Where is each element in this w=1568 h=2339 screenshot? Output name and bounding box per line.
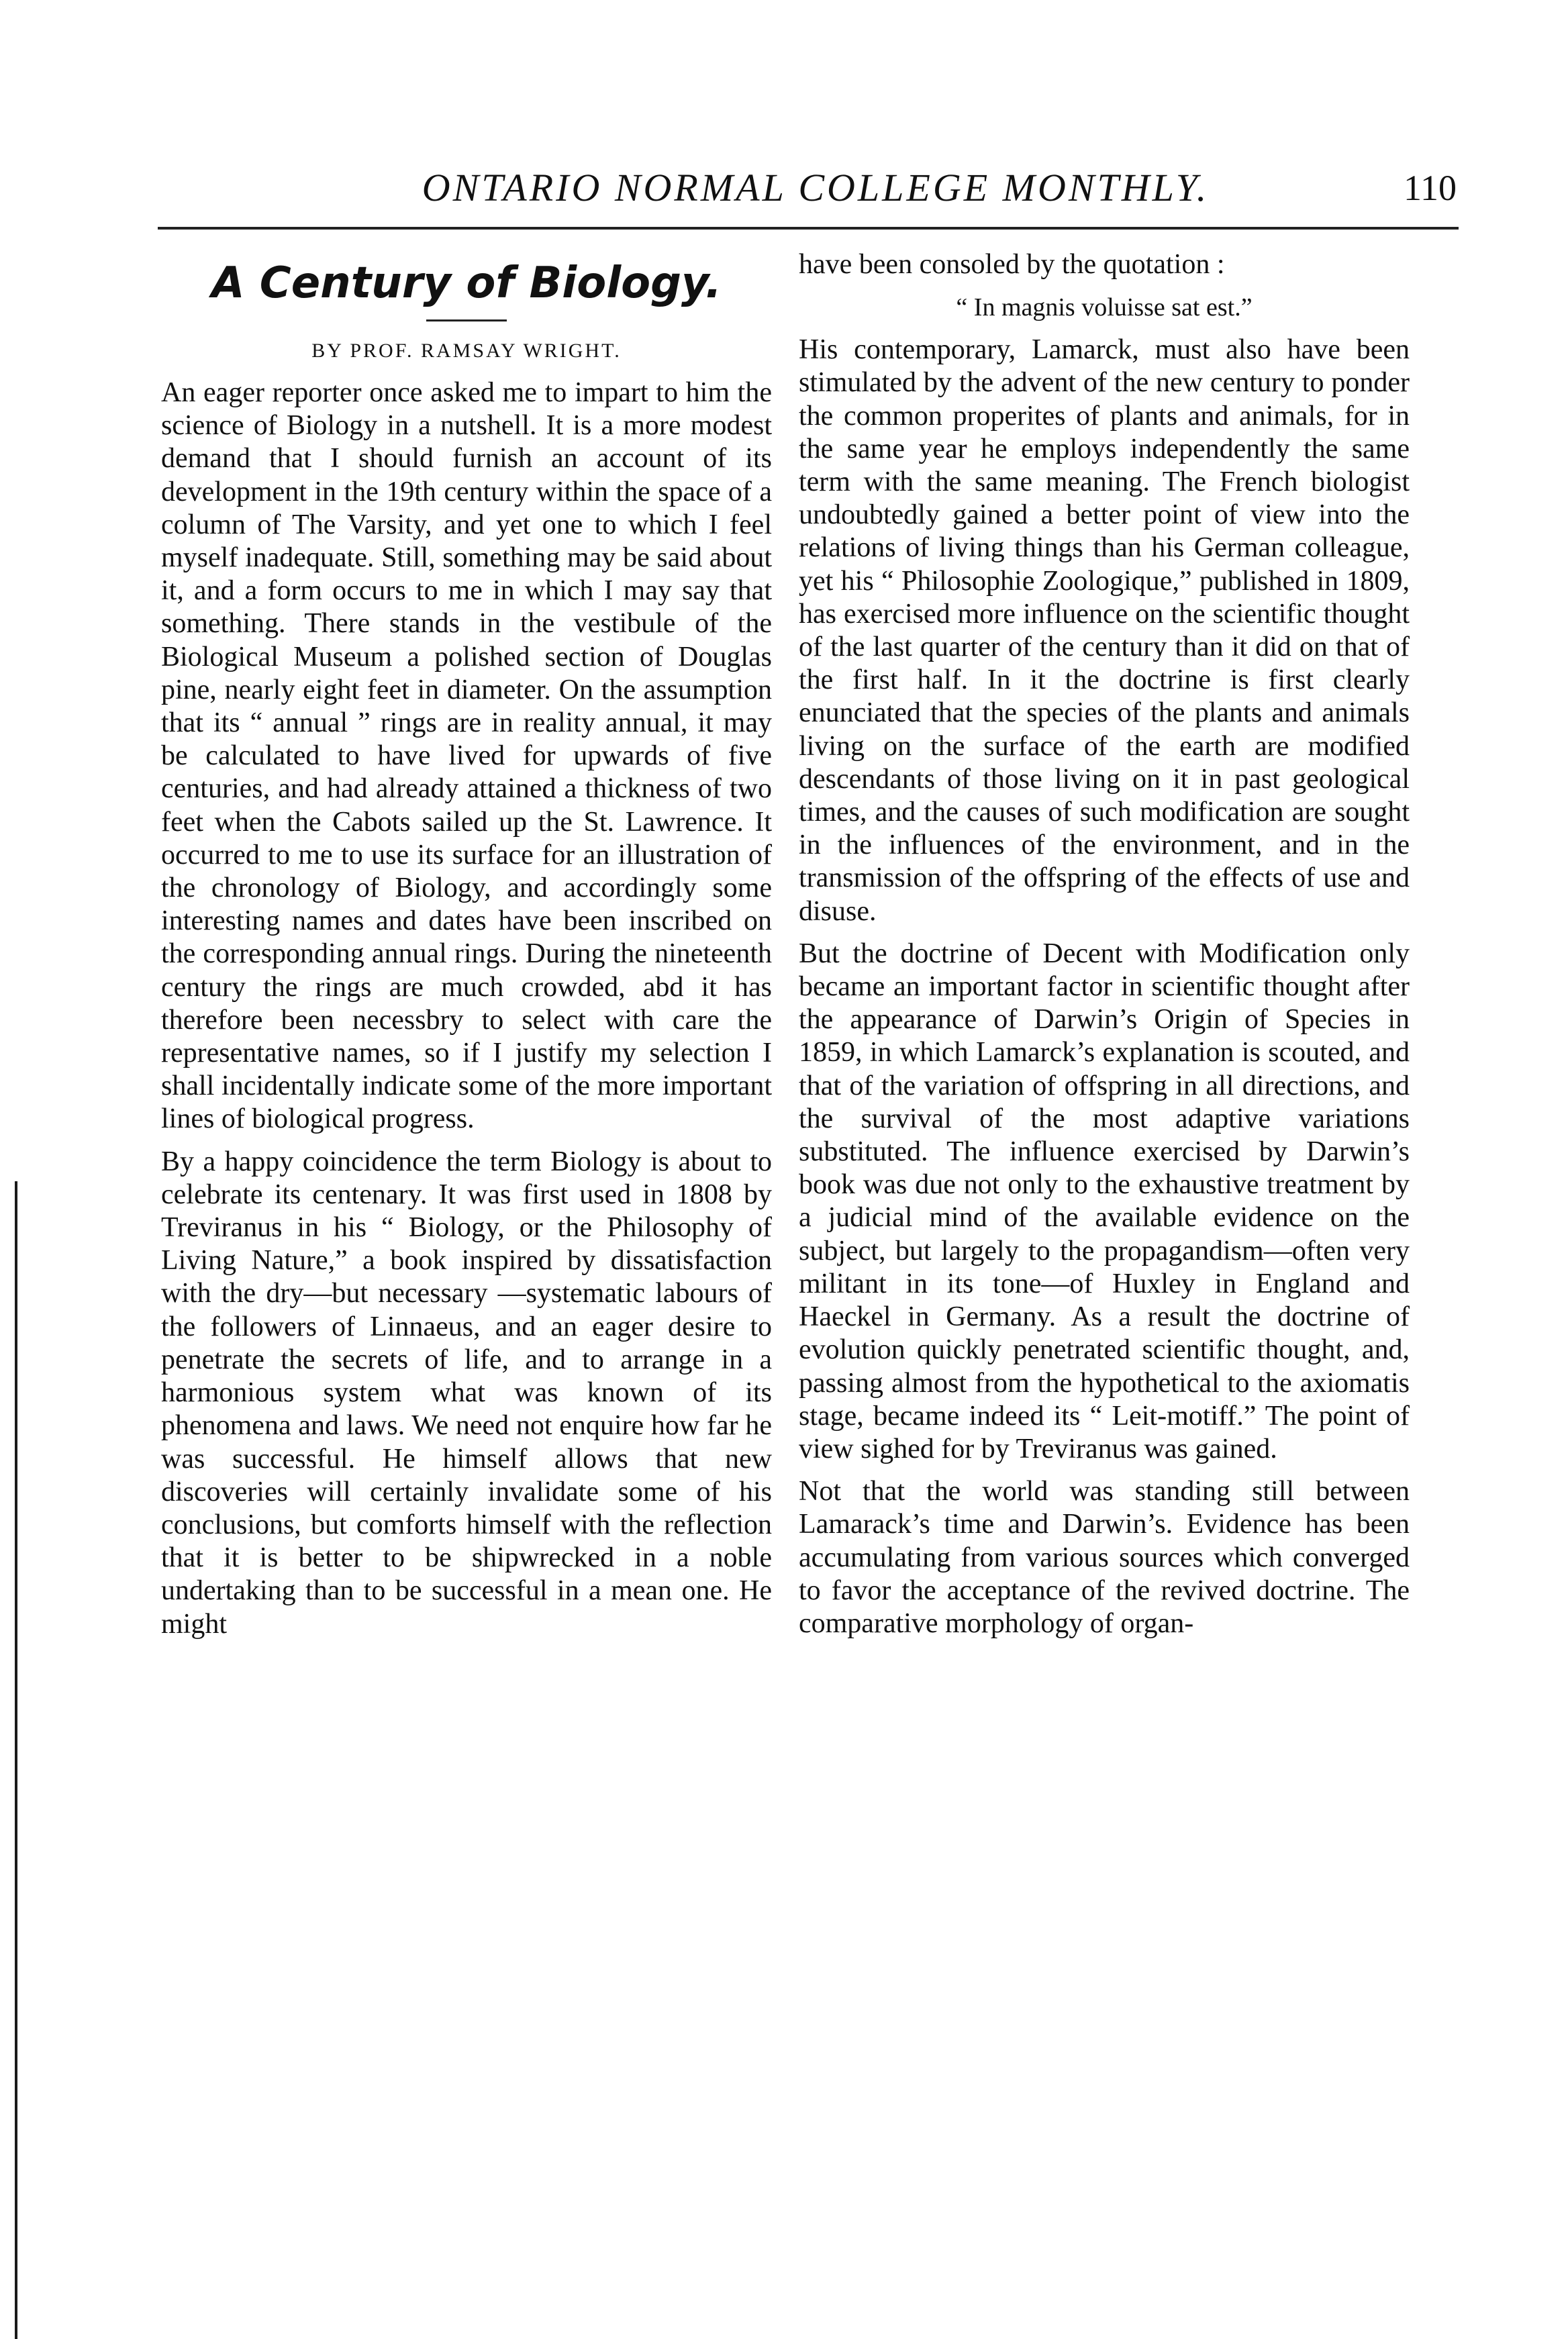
scan-edge-line bbox=[15, 1181, 17, 2339]
paragraph: Not that the world was standing still between Lamarack’s time and Darwin’s. Evidence has been accumulating from various sources which converged to favor the acceptance of the revived doctrine. The comparative morphology of organ- bbox=[799, 1476, 1410, 1639]
page-number: 110 bbox=[1404, 168, 1457, 208]
byline: BY PROF. RAMSAY WRIGHT. bbox=[311, 340, 622, 362]
right-column bbox=[799, 248, 1410, 2302]
latin-quotation: “ In magnis voluisse sat est.” bbox=[956, 293, 1253, 322]
paragraph: But the doctrine of Decent with Modification only became an important factor in scientific thought after the appearance of Darwin’s Origin of Species in 1859, in which Lamarck’s explanation is scouted, and that of the variation of offspring in all directions, and the survival of the most adaptive variations substituted. The influence exercised by Darwin’s book was due not only to the exhaustive treatment by a judicial mind of the available evidence on the subject, but largely to the propagandism—often very militant in its tone—of Huxley in England and Haeckel in Germany. As a result the doctrine of evolution quickly penetrated scientific thought, and, passing almost from the hypothetical to the axiomatis stage, became indeed its “ Leit-motiff.” The point of view sighed for by Treviranus was gained. bbox=[799, 938, 1410, 1464]
paragraph: An eager reporter once asked me to impart to him the science of Biology in a nutshell. It is a more modest demand that I should furnish an account of its development in the 19th century within the space of a column of The Varsity, and yet one to which I feel myself inadequate. Still, something may be said about it, and a form occurs to me in which I may say that something. There stands in the vestibule of the Biological Museum a polished section of Douglas pine, nearly eight feet in diameter. On the assumption that its “ annual ” rings are in reality annual, it may be calculated to have lived for upwards of five centuries, and had already attained a thickness of two feet when the Cabots sailed up the St. Lawrence. It occurred to me to use its surface for an illustration of the chronology of Biology, and accordingly some interesting names and dates have been inscribed on the corresponding annual rings. During the nineteenth century the rings are much crowded, abd it has therefore been necessbry to select with care the representative names, so if I justify my selection I shall incidentally indicate some of the more important lines of biological progress. bbox=[161, 377, 772, 1135]
header-rule bbox=[158, 227, 1459, 230]
article-title: A Century of Biology. bbox=[211, 258, 722, 308]
running-head bbox=[161, 158, 1457, 218]
title-rule bbox=[426, 319, 507, 321]
paragraph-continuation: have been consoled by the quotation : bbox=[799, 249, 1225, 280]
paragraph: His contemporary, Lamarck, must also have been stimulated by the advent of the new century to ponder the common properites of plants and animals, for in the same year he employs independently the same term with the same meaning. The French biologist undoubtedly gained a better point of view into the relations of living things than his German colleague, yet his “ Philosophie Zoologique,” published in 1809, has exercised more influence on the scientific thought of the last quarter of the century than it did on that of the first half. In it the doctrine is first clearly enunciated that the species of the plants and animals living on the surface of the earth are modified descendants of those living on it in past geological times, and the causes of such modification are sought in the influences of the environment, and in the transmission of the offspring of the effects of use and disuse. bbox=[799, 334, 1410, 927]
running-title: ONTARIO NORMAL COLLEGE MONTHLY. bbox=[422, 166, 1210, 209]
left-column bbox=[161, 248, 772, 2302]
paragraph: By a happy coincidence the term Biology is about to celebrate its centenary. It was first used in 1808 by Treviranus in his “ Biology, or the Philosophy of Living Nature,” a book inspired by dissatisfaction with the dry—but necessary —systematic labours of the followers of Linnaeus, and an eager desire to penetrate the secrets of life, and to arrange in a harmonious system what was known of its phenomena and laws. We need not enquire how far he was successful. He himself allows that new discoveries will certainly invalidate some of his conclusions, but comforts himself with the reflection that it is better to be shipwrecked in a noble undertaking than to be successful in a mean one. He might bbox=[161, 1146, 772, 1640]
